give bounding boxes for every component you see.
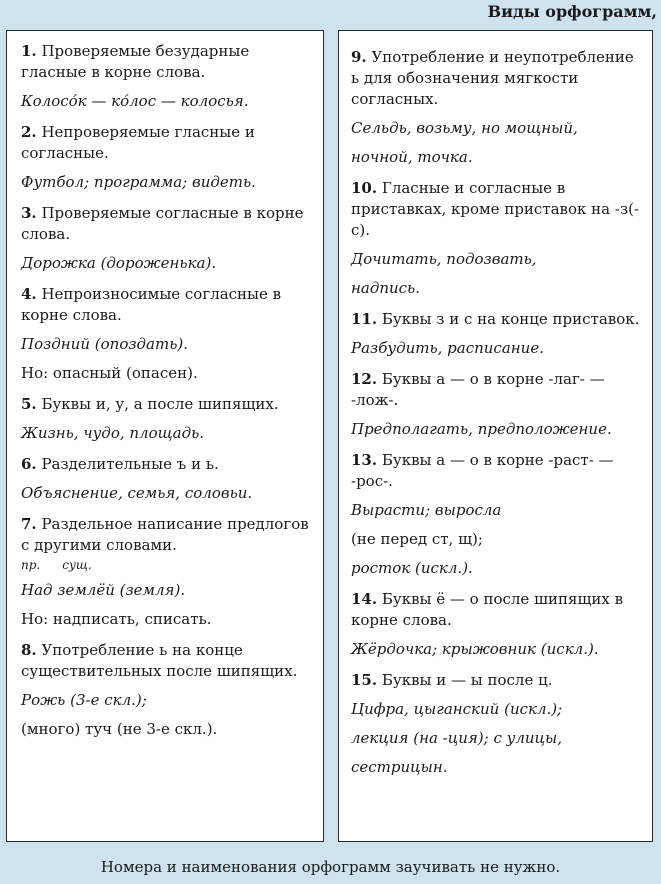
rule-number: 15.: [351, 671, 378, 689]
rule-example: Жизнь, чудо, площадь.: [21, 424, 205, 442]
right-column: [338, 30, 653, 842]
left-column: [6, 30, 324, 842]
rule-heading: [351, 670, 642, 691]
rule-example: (много) туч (не 3-е скл.).: [21, 720, 218, 738]
rule-heading: [21, 394, 311, 415]
rule-text: Гласные и согласные в приставках, кроме приставок на -з(-с).: [351, 179, 640, 239]
rule-example: Рожь (3-е скл.);: [21, 691, 147, 709]
rule-heading: [351, 450, 642, 492]
rule-example: надпись.: [351, 279, 420, 297]
rule-example: Дочитать, подозвать,: [351, 250, 537, 268]
rule-number: 11.: [351, 310, 378, 328]
rule-item: [21, 41, 311, 112]
rule-text: Проверяемые безударные гласные в корне слова.: [21, 42, 250, 81]
rule-number: 6.: [21, 455, 37, 473]
rule-example: лекция (на -ция); с улицы,: [351, 729, 562, 747]
rule-heading: [21, 514, 311, 556]
rule-example: Но: надписать, списать.: [21, 610, 212, 628]
rule-text: Буквы ё — о после шипящих в корне слова.: [351, 590, 624, 629]
rule-text: Буквы а — о в корне -лаг- — -лож-.: [351, 370, 605, 409]
rule-heading: [351, 47, 642, 110]
rule-item: [351, 369, 642, 440]
rule-example: ночной, точка.: [351, 148, 473, 166]
footer-note: Номера и наименования орфограмм заучивать не нужно.: [100, 858, 561, 876]
rule-heading: [21, 454, 311, 475]
rule-text: Буквы и — ы после ц.: [381, 671, 553, 689]
rule-example: Поздний (опоздать).: [21, 335, 188, 353]
rule-example: Дорожка (дороженька).: [21, 254, 217, 272]
rule-example: (не перед ст, щ);: [351, 530, 483, 548]
rule-heading: [351, 178, 642, 241]
rule-heading: [21, 122, 311, 164]
rule-number: 14.: [351, 590, 378, 608]
page-title: Виды орфограмм,: [487, 2, 657, 21]
rule-text: Употребление ь на конце существительных после шипящих.: [21, 641, 298, 680]
rule-item: [21, 122, 311, 193]
rule-heading: [351, 369, 642, 411]
rule-item: [21, 640, 311, 740]
rule-number: 13.: [351, 451, 378, 469]
rule-number: 12.: [351, 370, 378, 388]
rule-text: Буквы и, у, а после шипящих.: [41, 395, 279, 413]
rule-text: Буквы а — о в корне -раст- — -рос-.: [351, 451, 614, 490]
rule-heading: [351, 309, 642, 330]
rule-number: 5.: [21, 395, 37, 413]
rule-example: Разбудить, расписание.: [351, 339, 544, 357]
rule-example: Над землёй (земля).: [21, 581, 186, 599]
rule-example: Предполагать, предположение.: [351, 420, 612, 438]
rule-item: [351, 450, 642, 579]
rule-text: Проверяемые согласные в корне слова.: [21, 204, 304, 243]
rule-text: Непроверяемые гласные и согласные.: [21, 123, 255, 162]
rule-heading: [21, 41, 311, 83]
rule-item: [351, 47, 642, 168]
rule-item: [351, 589, 642, 660]
rule-number: 1.: [21, 42, 37, 60]
rule-text: Непроизносимые согласные в корне слова.: [21, 285, 282, 324]
rule-number: 9.: [351, 48, 367, 66]
rule-item: [21, 203, 311, 274]
rule-heading: [21, 203, 311, 245]
rule-item: [21, 394, 311, 444]
rule-heading: [21, 640, 311, 682]
hint-label: сущ.: [62, 558, 92, 572]
rule-number: 10.: [351, 179, 378, 197]
rule-example: Объяснение, семья, соловьи.: [21, 484, 253, 502]
rule-text: Разделительные ъ и ь.: [41, 455, 219, 473]
rule-item: [351, 309, 642, 359]
rule-item: [351, 178, 642, 299]
rule-text: Раздельное написание предлогов с другими словами.: [21, 515, 309, 554]
rule-item: [21, 514, 311, 630]
rule-heading: [21, 284, 311, 326]
rule-hint: [21, 558, 311, 572]
rule-item: [21, 454, 311, 504]
rule-number: 3.: [21, 204, 37, 222]
rule-item: [351, 670, 642, 778]
rule-example: росток (искл.).: [351, 559, 473, 577]
rule-example: Колосо́к — ко́лос — колосья.: [21, 92, 249, 110]
rule-text: Буквы з и с на конце приставок.: [381, 310, 640, 328]
rule-heading: [351, 589, 642, 631]
rule-item: [21, 284, 311, 384]
rule-example: Футбол; программа; видеть.: [21, 173, 256, 191]
rule-example: Жёрдочка; крыжовник (искл.).: [351, 640, 599, 658]
rule-number: 7.: [21, 515, 37, 533]
hint-label: пр.: [21, 558, 41, 572]
rule-example: Сельдь, возьму, но мощный,: [351, 119, 578, 137]
rule-number: 8.: [21, 641, 37, 659]
rule-example: сестрицын.: [351, 758, 448, 776]
rule-number: 2.: [21, 123, 37, 141]
rule-number: 4.: [21, 285, 37, 303]
rule-example: Цифра, цыганский (искл.);: [351, 700, 563, 718]
rule-text: Употребление и неупотребление ь для обозначения мягкости согласных.: [351, 48, 634, 108]
rule-example: Но: опасный (опасен).: [21, 364, 198, 382]
rule-example: Вырасти; выросла: [351, 501, 502, 519]
